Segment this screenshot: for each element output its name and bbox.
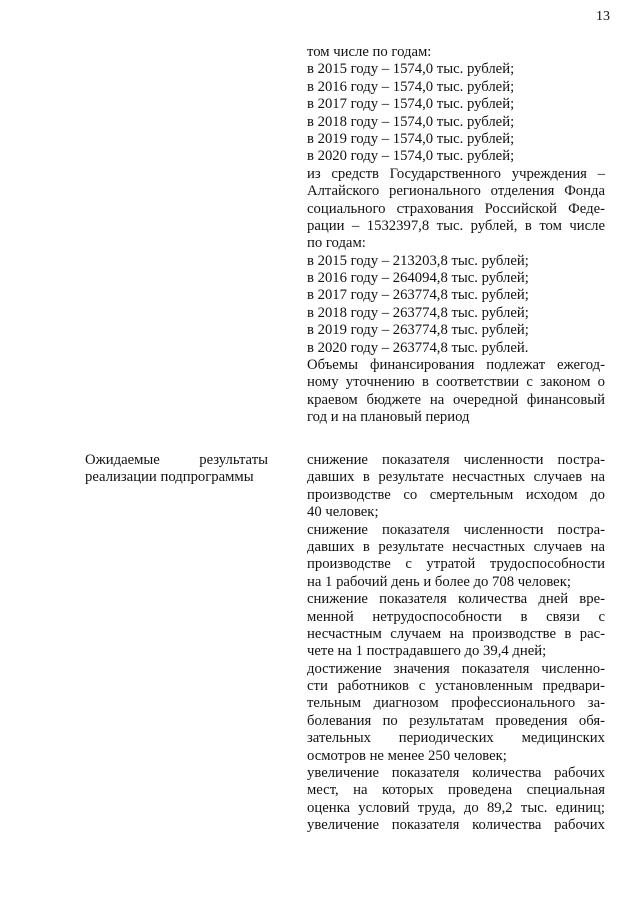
expected-result-line: производстве со смертельным исходом до: [307, 486, 605, 503]
expected-result-line: оценка условий труда, до 89,2 тыс. единиц;: [307, 799, 605, 816]
funding-line: по годам:: [307, 235, 366, 252]
expected-results-text-block: [307, 452, 605, 835]
funding-line: в 2016 году – 264094,8 тыс. рублей;: [307, 270, 529, 287]
expected-result-line: сти работников с установленным предвари-: [307, 678, 605, 695]
expected-result-line: менной нетрудоспособности в связи с: [307, 608, 605, 625]
funding-line: из средств Государственного учреждения –: [307, 165, 605, 182]
funding-line: Объемы финансирования подлежат ежегод-: [307, 357, 605, 374]
expected-result-line: на 1 рабочий день и более до 708 человек;: [307, 573, 571, 590]
funding-line: в 2017 году – 263774,8 тыс. рублей;: [307, 287, 529, 304]
funding-line: в 2018 году – 1574,0 тыс. рублей;: [307, 113, 515, 130]
page-number: 13: [596, 9, 610, 24]
funding-line: в 2015 году – 1574,0 тыс. рублей;: [307, 61, 515, 78]
expected-results-label-line: Ожидаемые результаты: [85, 452, 268, 468]
expected-results-label: [85, 452, 268, 487]
expected-result-line: несчастным случаем на производстве в рас-: [307, 625, 605, 642]
expected-result-line: снижение показателя количества дней вре-: [307, 591, 605, 608]
expected-result-line: давших в результате несчастных случаев на: [307, 538, 605, 555]
expected-result-line: чете на 1 пострадавшего до 39,4 дней;: [307, 643, 547, 660]
expected-result-line: увеличение показателя количества рабочих: [307, 765, 605, 782]
funding-line: ному уточнению в соответствии с законом о: [307, 374, 605, 391]
expected-results-label-line: реализации подпрограммы: [85, 469, 254, 486]
expected-result-line: снижение показателя численности постра-: [307, 452, 605, 468]
expected-result-line: увеличение показателя количества рабочих: [307, 817, 605, 834]
expected-result-line: болевания по результатам проведения обя-: [307, 712, 605, 729]
expected-result-line: 40 человек;: [307, 504, 379, 521]
expected-result-line: производстве с утратой трудоспособности: [307, 556, 605, 573]
funding-line: том числе по годам:: [307, 44, 432, 60]
funding-line: в 2016 году – 1574,0 тыс. рублей;: [307, 78, 515, 95]
expected-result-line: осмотров не менее 250 человек;: [307, 747, 507, 764]
funding-line: в 2015 году – 213203,8 тыс. рублей;: [307, 252, 529, 269]
funding-line: год и на плановый период: [307, 409, 470, 426]
expected-result-line: снижение показателя численности постра-: [307, 521, 605, 538]
funding-text-block: [307, 44, 605, 427]
funding-line: в 2020 году – 1574,0 тыс. рублей;: [307, 148, 515, 165]
funding-line: Алтайского регионального отделения Фонда: [307, 183, 605, 200]
expected-result-line: тельным диагнозом профессионального за-: [307, 695, 605, 712]
funding-line: социального страхования Российской Феде-: [307, 200, 605, 217]
expected-result-line: достижение значения показателя численно-: [307, 660, 605, 677]
funding-line: в 2018 году – 263774,8 тыс. рублей;: [307, 304, 529, 321]
funding-line: в 2020 году – 263774,8 тыс. рублей.: [307, 339, 529, 356]
funding-line: рации – 1532397,8 тыс. рублей, в том числе: [307, 217, 605, 234]
funding-line: краевом бюджете на очередной финансовый: [307, 391, 605, 408]
expected-result-line: зательных периодических медицинских: [307, 730, 605, 747]
funding-line: в 2019 году – 263774,8 тыс. рублей;: [307, 322, 529, 339]
expected-result-line: давших в результате несчастных случаев на: [307, 469, 605, 486]
funding-line: в 2017 году – 1574,0 тыс. рублей;: [307, 96, 515, 113]
expected-result-line: мест, на которых проведена специальная: [307, 782, 605, 799]
funding-line: в 2019 году – 1574,0 тыс. рублей;: [307, 130, 515, 147]
